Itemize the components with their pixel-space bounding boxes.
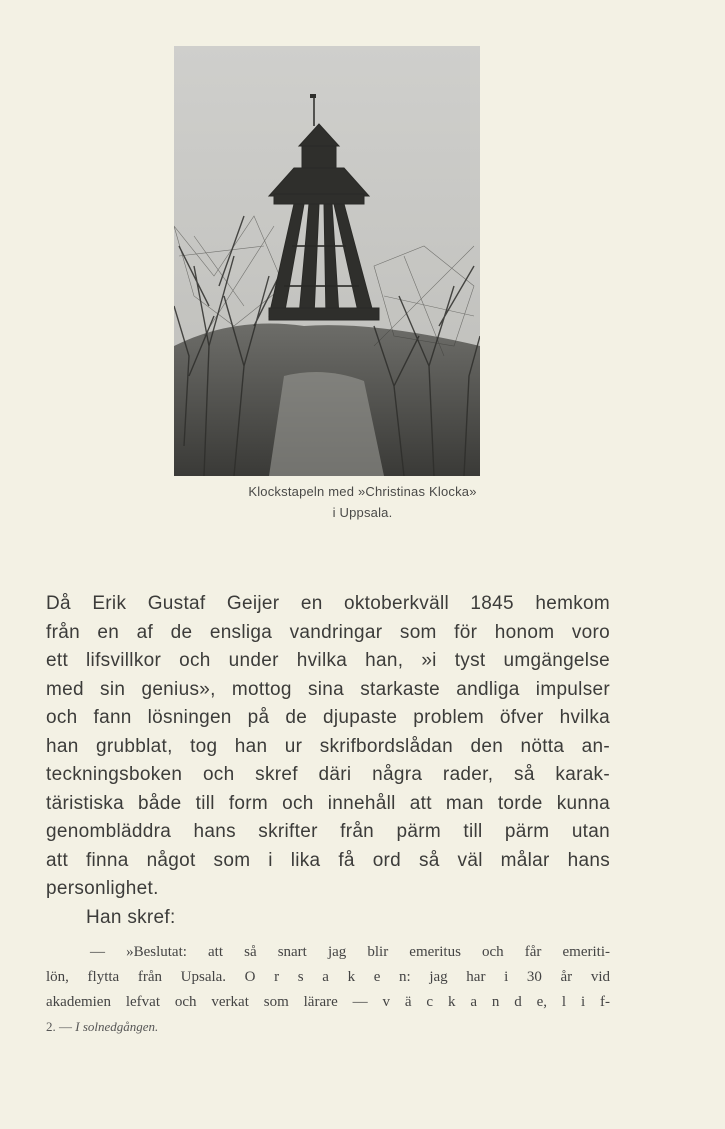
note-line: akademien lefvat och verkat som lärare — v ä c k a n d e, l i f- [46, 994, 610, 1010]
page-marker: 2. — [46, 1019, 72, 1034]
paragraph-line: genombläddra hans skrifter från pärm till pärm utan [46, 821, 610, 842]
paragraph-line: ett lifsvillkor och under hvilka han, »i tyst umgängelse [46, 650, 610, 671]
page-footer [46, 1019, 158, 1035]
paragraph-line: från en af de ensliga vandringar som för honom voro [46, 621, 610, 643]
paragraph-line: Han skref: [86, 906, 176, 928]
bell-tower-photo [174, 46, 480, 476]
paragraph-line: teckningsboken och skref däri några rader, så karak- [46, 764, 610, 785]
paragraph-line: han grubblat, tog han ur skrifbordslådan den nötta an- [46, 735, 610, 757]
paragraph-line: personlighet. [46, 878, 159, 899]
note-line: — »Beslutat: att så snart jag blir emeritus och får emeriti- [90, 944, 610, 960]
photo-caption-line-2: i Uppsala. [332, 505, 393, 520]
paragraph-line: att finna något som i lika få ord så väl målar hans [46, 849, 610, 871]
photo-caption-line-1: Klockstapeln med »Christinas Klocka» [248, 484, 477, 499]
running-title: I solnedgången. [75, 1019, 159, 1034]
paragraph-line: täristiska både till form och innehåll att man torde kunna [46, 792, 610, 814]
note-line: lön, flytta från Upsala. O r s a k e n: jag har i 30 år vid [46, 969, 610, 985]
paragraph-line: Då Erik Gustaf Geijer en oktoberkväll 1845 hemkom [46, 593, 610, 614]
paragraph-line: och fann lösningen på de djupaste problem öfver hvilka [46, 707, 610, 728]
paragraph-line: med sin genius», mottog sina starkaste andliga impulser [46, 678, 610, 700]
